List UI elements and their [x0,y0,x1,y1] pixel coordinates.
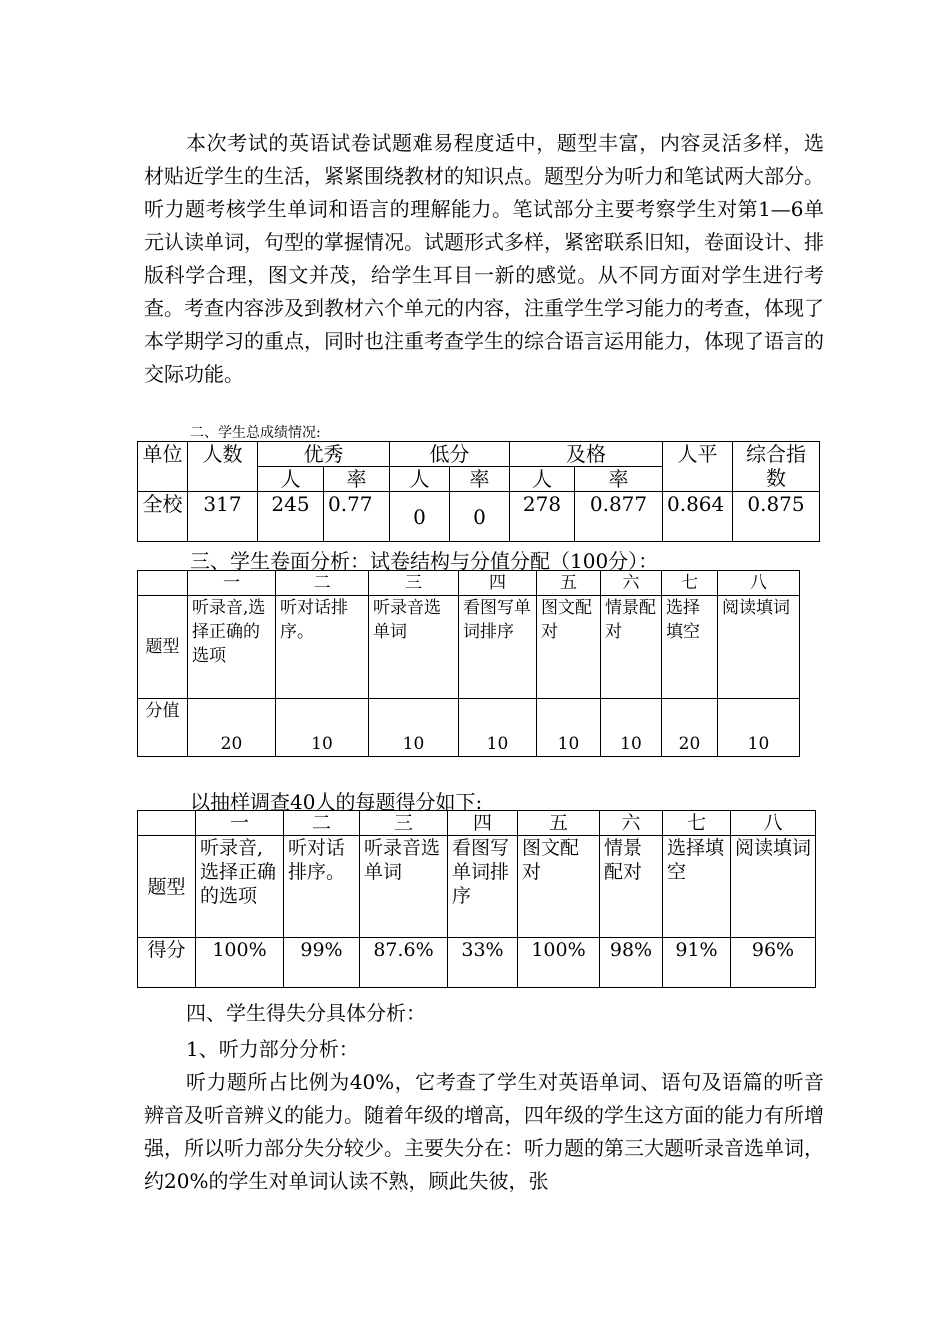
sample-number-8: 八 [731,811,816,836]
structure-section-title: 三、学生卷面分析：试卷结构与分值分配（100分）： [190,549,659,573]
sample-score-6: 98% [600,938,663,988]
cell-excellent-rate: 0.77 [324,492,390,542]
type-3: 听录音选单词 [369,596,459,699]
value-6: 10 [601,699,662,757]
sample-type-1: 听录音,选择正确的选项 [196,836,284,938]
cell-count: 317 [188,492,258,542]
type-1: 听录音,选择正确的选项 [188,596,276,699]
sample-score-8: 96% [731,938,816,988]
sample-score-table [137,810,816,988]
sample-type-4: 看图写单词排序 [448,836,518,938]
sample-score-7: 91% [663,938,731,988]
cell-unit: 全校 [138,492,188,542]
cell-low-people: 0 [390,492,450,542]
sample-score-row [138,938,816,988]
cell-excellent-people: 245 [258,492,324,542]
sample-number-7: 七 [663,811,731,836]
sample-number-3: 三 [360,811,448,836]
sample-type-6: 情景配对 [600,836,663,938]
number-4: 四 [459,571,537,596]
header-unit: 单位 [138,442,188,492]
header-excellent-people: 人 [258,467,324,492]
header-avg: 人平 [663,442,733,492]
number-2: 二 [276,571,369,596]
header-excellent: 优秀 [258,442,390,467]
sample-number-5: 五 [518,811,600,836]
structure-number-row [138,571,800,596]
analysis-paragraph: 听力题所占比例为40%，它考查了学生对英语单词、语句及语篇的听音辨音及听音辨义的能力。随着年级的增高，四年级的学生这方面的能力有所增强，所以听力部分失分较少。主要失分在：听力题的第三大题听录音选单词，约20%的学生对单词认读不熟，顾此失彼，张 [144,1070,824,1193]
sample-type-3: 听录音选单词 [360,836,448,938]
sample-score-2: 99% [284,938,360,988]
sample-section-title: 以抽样调查40人的每题得分如下: [190,790,483,814]
cell-pass-people: 278 [510,492,575,542]
sample-type-7: 选择填空 [663,836,731,938]
cell-low-rate: 0 [450,492,510,542]
value-8: 10 [718,699,800,757]
header-pass: 及格 [510,442,663,467]
header-low: 低分 [390,442,510,467]
total-score-table [137,441,820,542]
header-count: 人数 [188,442,258,492]
value-3: 10 [369,699,459,757]
number-8: 八 [718,571,800,596]
value-4: 10 [459,699,537,757]
sample-type-8: 阅读填词 [731,836,816,938]
type-8: 阅读填词 [718,596,800,699]
number-3: 三 [369,571,459,596]
sample-number-2: 二 [284,811,360,836]
sample-score-1: 100% [196,938,284,988]
structure-value-row [138,699,800,757]
value-5: 10 [537,699,601,757]
type-2: 听对话排序。 [276,596,369,699]
sample-type-row [138,836,816,938]
analysis-title: 四、学生得失分具体分析： [186,1001,426,1025]
sample-number-1: 一 [196,811,284,836]
number-6: 六 [601,571,662,596]
type-7: 选择填空 [662,596,718,699]
sample-number-4: 四 [448,811,518,836]
type-5: 图文配对 [537,596,601,699]
number-1: 一 [188,571,276,596]
number-5: 五 [537,571,601,596]
header-pass-rate: 率 [575,467,663,492]
sample-score-5: 100% [518,938,600,988]
type-label: 题型 [138,596,188,699]
type-6: 情景配对 [601,596,662,699]
sample-number-6: 六 [600,811,663,836]
cell-avg: 0.864 [663,492,733,542]
analysis-subtitle: 1、听力部分分析： [186,1037,359,1061]
number-7: 七 [662,571,718,596]
type-4: 看图写单词排序 [459,596,537,699]
header-excellent-rate: 率 [324,467,390,492]
structure-table [137,570,800,757]
structure-type-row [138,596,800,699]
value-2: 10 [276,699,369,757]
sample-score-4: 33% [448,938,518,988]
sample-type-2: 听对话排序。 [284,836,360,938]
value-7: 20 [662,699,718,757]
value-label: 分值 [138,699,188,757]
sample-type-label: 题型 [138,836,196,938]
header-pass-people: 人 [510,467,575,492]
header-low-rate: 率 [450,467,510,492]
sample-score-label: 得分 [138,938,196,988]
value-1: 20 [188,699,276,757]
sample-type-5: 图文配对 [518,836,600,938]
sample-number-row [138,811,816,836]
cell-pass-rate: 0.877 [575,492,663,542]
score-section-title: 二、学生总成绩情况: [190,425,321,441]
intro-paragraph: 本次考试的英语试卷试题难易程度适中，题型丰富，内容灵活多样，选材贴近学生的生活，紧紧围绕教材的知识点。题型分为听力和笔试两大部分。听力题考核学生单词和语言的理解能力。笔试部分主要考察学生对第1—6单元认读单词，句型的掌握情况。试题形式多样，紧密联系旧知，卷面设计、排版科学合理，图文并茂，给学生耳目一新的感觉。从不同方面对学生进行考查。考查内容涉及到教材六个单元的内容，注重学生学习能力的考查，体现了本学期学习的重点，同时也注重考查学生的综合语言运用能力，体现了语言的交际功能。 [144,131,824,386]
header-low-people: 人 [390,467,450,492]
cell-composite: 0.875 [733,492,820,542]
header-composite: 综合指数 [733,442,820,492]
sample-score-3: 87.6% [360,938,448,988]
